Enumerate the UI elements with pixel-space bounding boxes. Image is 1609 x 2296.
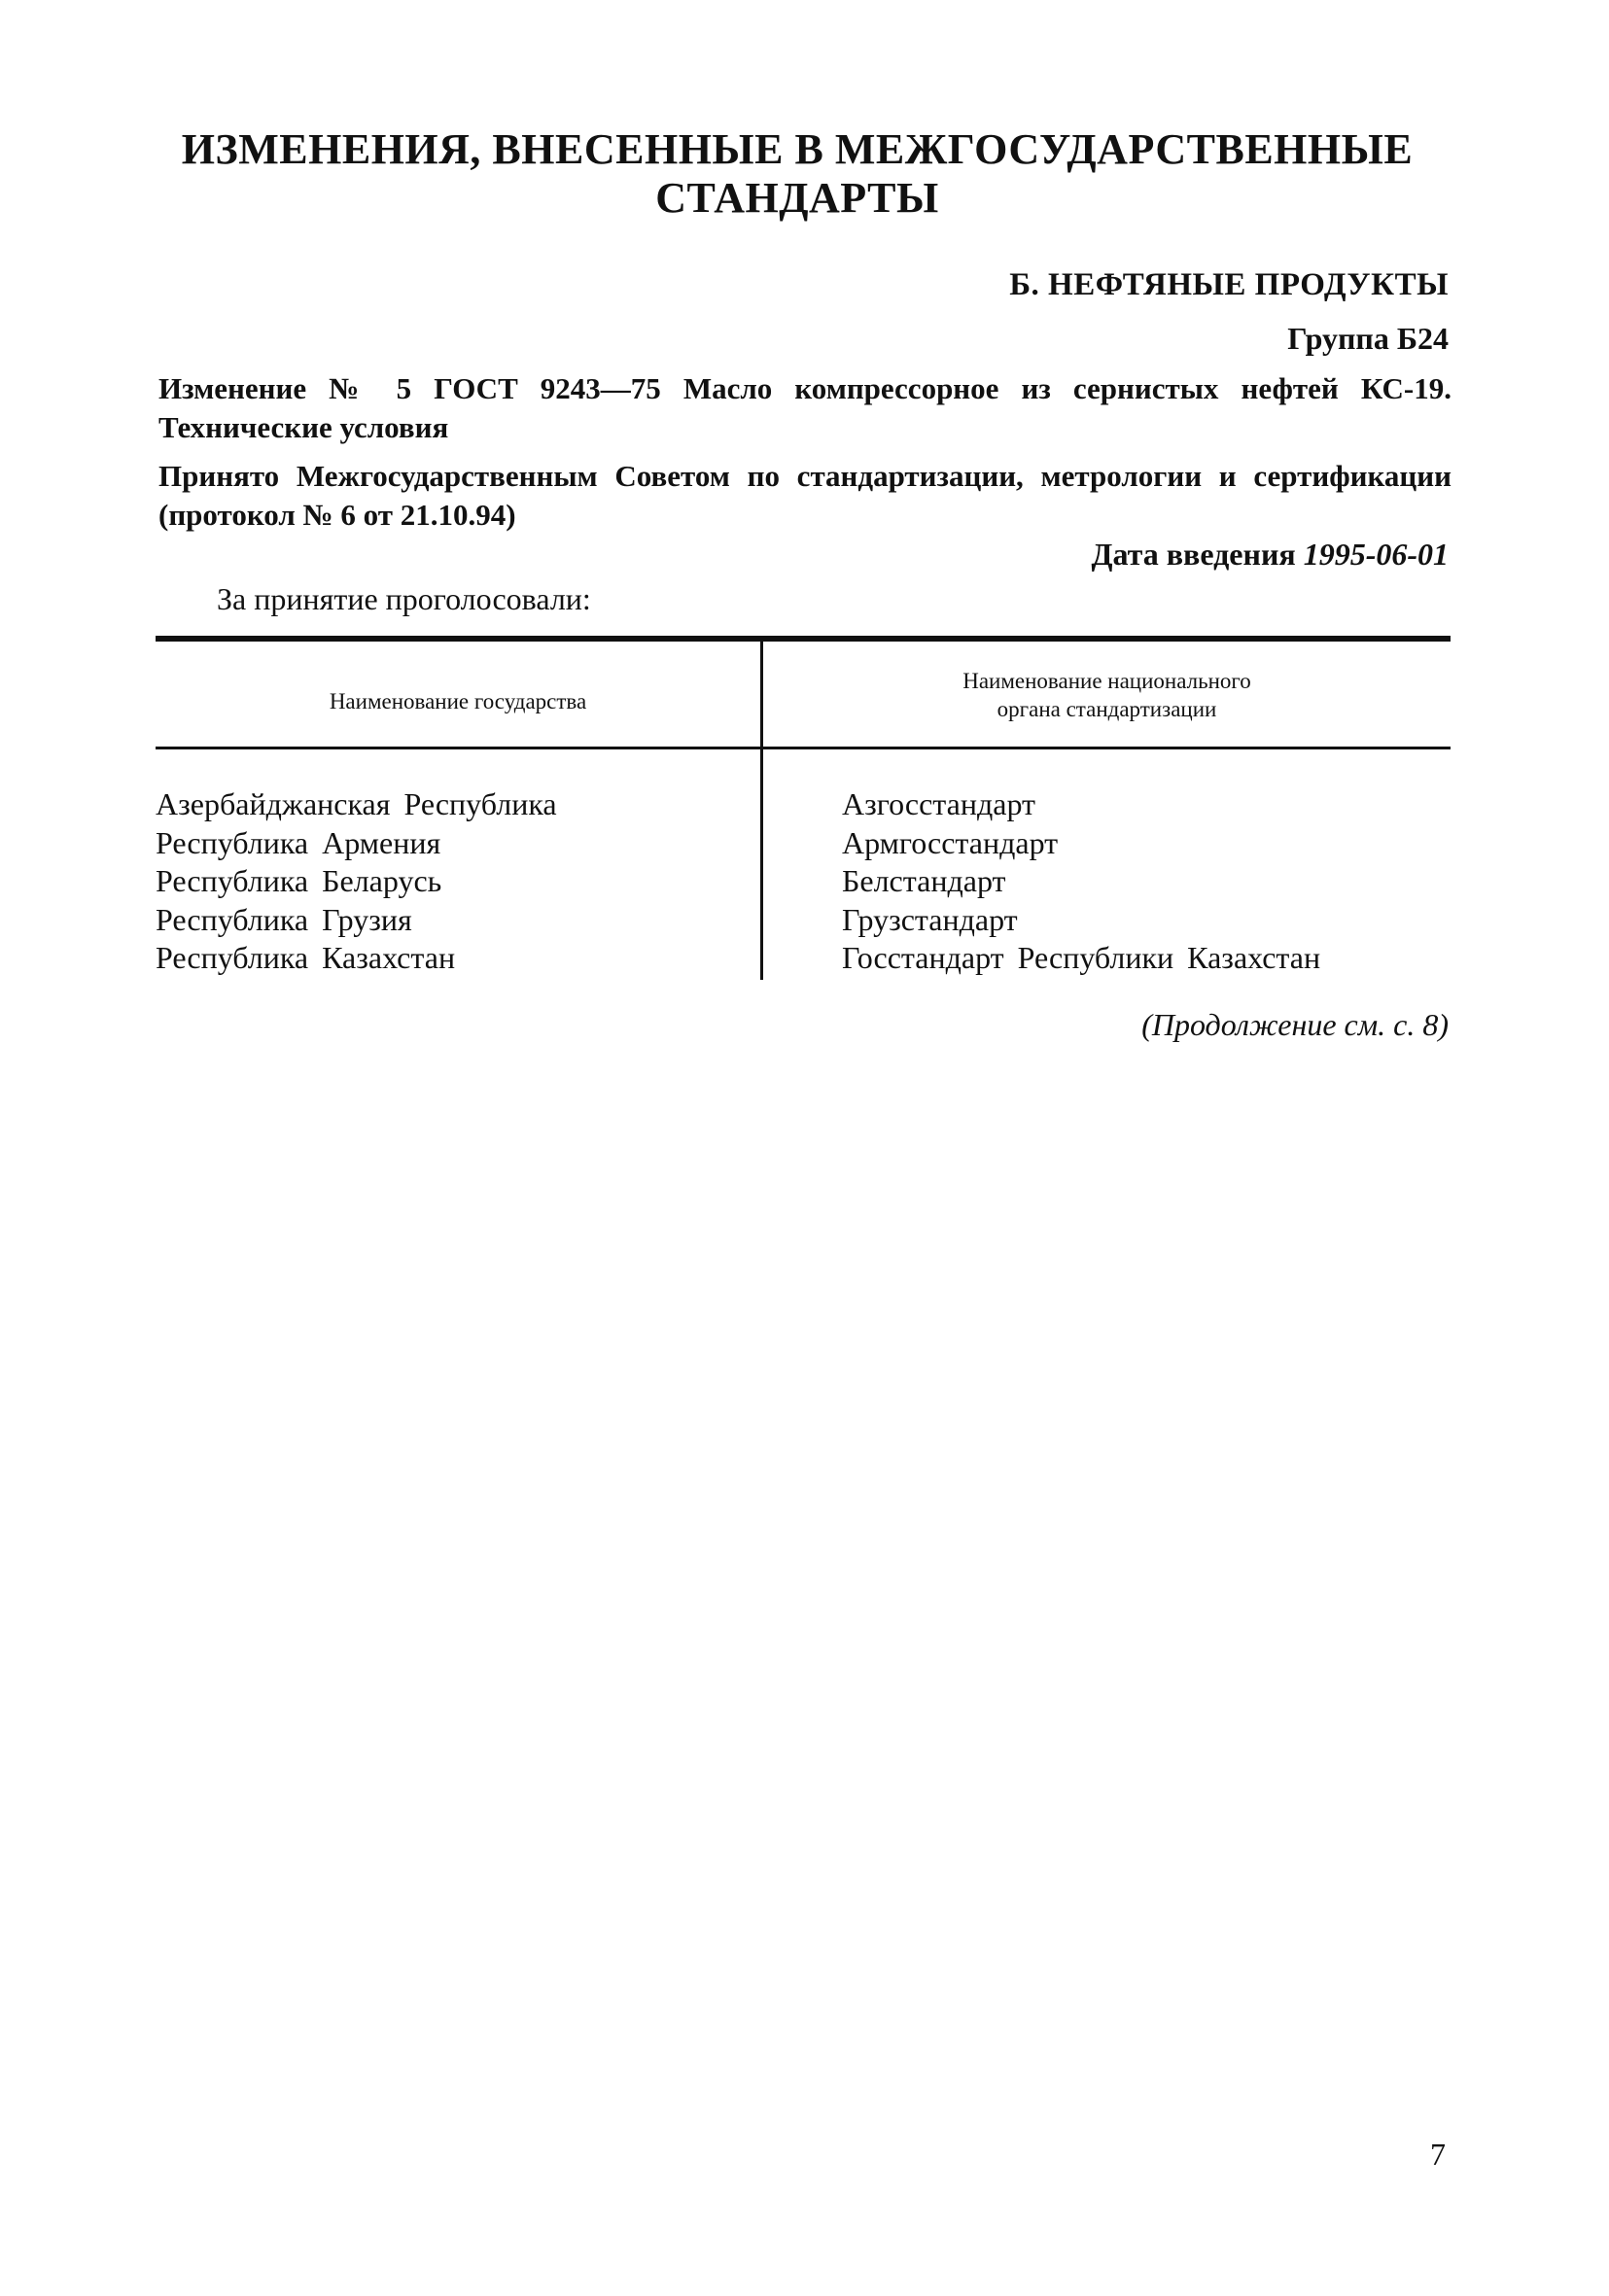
effective-date-value: 1995-06-01 — [1303, 537, 1449, 572]
effective-date — [1091, 537, 1449, 573]
table-header-rule — [156, 747, 1451, 749]
state-name: Республика Беларусь — [156, 863, 442, 898]
voted-label: За принятие проголосовали: — [217, 581, 591, 616]
standards-body: Грузстандарт — [842, 901, 1018, 937]
table-header-state: Наименование государства — [329, 689, 587, 713]
state-name: Республика Казахстан — [156, 940, 456, 975]
effective-date-label: Дата введения — [1091, 537, 1296, 572]
document-title-line-1: ИЗМЕНЕНИЯ, ВНЕСЕННЫЕ В МЕЖГОСУДАРСТВЕННЫЕ — [181, 125, 1414, 173]
standards-body: Армгосстандарт — [842, 824, 1059, 860]
table-row — [0, 939, 1609, 978]
continued-note: (Продолжение см. с. 8) — [1141, 1007, 1449, 1042]
state-name: Республика Грузия — [156, 901, 412, 937]
state-name: Азербайджанская Республика — [156, 786, 557, 821]
state-name: Республика Армения — [156, 824, 441, 860]
table-header-body — [763, 667, 1451, 723]
section-heading: Б. НЕФТЯНЫЕ ПРОДУКТЫ — [1009, 267, 1449, 302]
page-number: 7 — [1430, 2137, 1446, 2172]
table-row — [0, 901, 1609, 940]
table-row — [0, 862, 1609, 901]
standards-body: Белстандарт — [842, 863, 1006, 898]
table-header-body-line-2: органа стандартизации — [997, 697, 1217, 721]
standards-body: Азгосстандарт — [842, 786, 1036, 821]
group-label: Группа Б24 — [1287, 321, 1449, 356]
standards-body: Госстандарт Республики Казахстан — [842, 940, 1321, 975]
table-row — [0, 785, 1609, 824]
table-top-rule — [156, 636, 1451, 642]
change-title: Изменение № 5 ГОСТ 9243—75 Масло компрессорное из сернистых нефтей КС-19. Технические условия — [158, 371, 1452, 444]
table-header-body-line-1: Наименование национального — [962, 669, 1251, 693]
document-title-line-2: СТАНДАРТЫ — [655, 174, 939, 222]
accepted-by-text: Принято Межгосударственным Советом по стандартизации, метрологии и сертификации (протокол № 6 от 21.10.94) — [158, 459, 1452, 532]
table-row — [0, 824, 1609, 863]
table-body — [0, 785, 1609, 978]
